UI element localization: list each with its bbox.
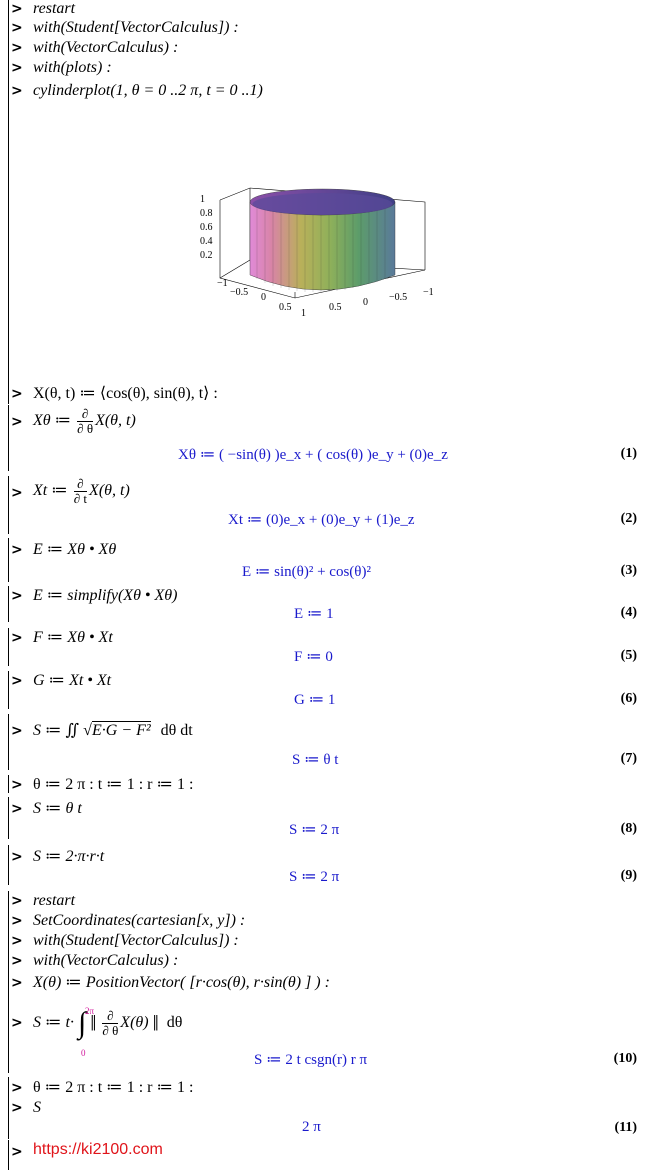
lhs: S ≔ ∬ [33, 722, 80, 739]
equation-label: (10) [613, 1051, 637, 1066]
z-tick-label: 0.2 [200, 250, 213, 261]
input-line[interactable]: S ≔ 2·π·r·t [33, 848, 105, 865]
prompt: > [11, 893, 23, 909]
input-line[interactable] [33, 998, 183, 1058]
input-line[interactable]: θ ≔ 2 π : t ≔ 1 : r ≔ 1 : [33, 1079, 194, 1096]
y-tick-label: 0.5 [329, 302, 342, 313]
prompt: > [11, 933, 23, 949]
group-bracket [8, 714, 9, 770]
prompt: > [11, 1015, 23, 1031]
input-line[interactable]: X(θ, t) ≔ ⟨cos(θ), sin(θ), t⟩ : [33, 385, 218, 402]
output-expression: S ≔ 2 t csgn(r) r π [254, 1052, 368, 1068]
integral-sign: ∫ [77, 1006, 87, 1040]
prompt: > [11, 83, 23, 99]
input-line[interactable]: with(VectorCalculus) : [33, 39, 179, 56]
prompt: > [11, 1, 23, 17]
prompt: > [11, 630, 23, 646]
input-line[interactable]: restart [33, 0, 76, 17]
z-tick-label: 1 [200, 194, 205, 205]
equation-label: (4) [620, 605, 637, 620]
input-line[interactable]: X(θ) ≔ PositionVector( [r·cos(θ), r·sin(θ) ] ) : [33, 974, 330, 991]
group-bracket [8, 586, 9, 622]
equation-label: (1) [620, 446, 637, 461]
group-bracket [8, 538, 9, 582]
group-bracket [8, 891, 9, 1073]
output-expression: S ≔ 2 π [289, 869, 340, 885]
prompt: > [11, 60, 23, 76]
prompt: > [11, 40, 23, 56]
rhs: X(θ, t) [95, 412, 136, 429]
x-tick-label: 1 [301, 308, 306, 319]
group-bracket [8, 628, 9, 666]
sqrt-sign: √ [83, 722, 92, 739]
lhs: Xθ ≔ [33, 412, 72, 429]
prompt: > [11, 975, 23, 991]
prompt: > [11, 723, 23, 739]
input-line[interactable] [33, 718, 193, 744]
output-expression: E ≔ 1 [294, 606, 334, 622]
prompt: > [11, 414, 23, 430]
equation-label: (11) [614, 1120, 637, 1135]
norm-bars: ‖ [152, 1010, 159, 1036]
prompt: > [11, 20, 23, 36]
input-line[interactable]: with(VectorCalculus) : [33, 952, 179, 969]
z-tick-label: 0.6 [200, 222, 213, 233]
cylinder-inner [253, 193, 393, 215]
integral-upper-limit: 2π [85, 1006, 95, 1016]
prompt: > [11, 386, 23, 402]
x-tick-label: 0.5 [279, 302, 292, 313]
input-line[interactable]: S [33, 1099, 41, 1116]
group-bracket [8, 775, 9, 793]
input-line[interactable]: E ≔ Xθ • Xθ [33, 541, 117, 558]
y-tick-label: 0 [363, 297, 368, 308]
x-tick-label: 0 [261, 292, 266, 303]
input-line[interactable]: with(Student[VectorCalculus]) : [33, 19, 239, 36]
prompt: > [11, 953, 23, 969]
group-bracket [8, 1077, 9, 1139]
partial-derivative: $\frac{\partial}{\partial \theta}$ [102, 1007, 119, 1038]
prompt: > [11, 588, 23, 604]
equation-label: (2) [620, 511, 637, 526]
group-bracket [8, 671, 9, 709]
input-line[interactable]: F ≔ Xθ • Xt [33, 629, 113, 646]
input-line[interactable]: with(plots) : [33, 59, 112, 76]
equation-label: (8) [620, 821, 637, 836]
equation-label: (5) [620, 648, 637, 663]
prompt: > [11, 801, 23, 817]
input-line[interactable]: θ ≔ 2 π : t ≔ 1 : r ≔ 1 : [33, 776, 194, 793]
input-line[interactable]: E ≔ simplify(Xθ • Xθ) [33, 587, 178, 604]
rhs: X(θ, t) [89, 482, 130, 499]
differential: dθ [166, 1014, 183, 1031]
lhs: Xt ≔ [33, 482, 68, 499]
output-expression: S ≔ θ t [292, 752, 339, 768]
x-tick-label: −0.5 [230, 287, 249, 298]
group-bracket [8, 797, 9, 839]
output-expression: Xθ ≔ ( −sin(θ) )e_x + ( cos(θ) )e_y + (0)e_z [178, 447, 448, 463]
group-bracket [8, 1140, 9, 1170]
input-line[interactable]: restart [33, 892, 76, 909]
equation-label: (9) [620, 868, 637, 883]
integral-lower-limit: 0 [81, 1048, 86, 1058]
group-bracket [8, 405, 9, 471]
group-bracket [8, 0, 9, 392]
prompt: > [11, 673, 23, 689]
radicand: E·G − F² [91, 722, 151, 739]
input-line[interactable]: SetCoordinates(cartesian[x, y]) : [33, 912, 246, 929]
integrand: X(θ) [120, 1014, 149, 1031]
input-line[interactable]: cylinderplot(1, θ = 0 ..2 π, t = 0 ..1) [33, 82, 263, 99]
y-tick-label: −0.5 [389, 292, 408, 303]
output-expression: F ≔ 0 [294, 649, 333, 665]
output-expression: Xt ≔ (0)e_x + (0)e_y + (1)e_z [228, 512, 415, 528]
prompt: > [11, 1080, 23, 1096]
prompt: > [11, 542, 23, 558]
differentials: dθ dt [160, 722, 193, 739]
prompt: > [11, 1100, 23, 1116]
equation-label: (6) [620, 691, 637, 706]
output-expression: 2 π [302, 1119, 321, 1135]
prompt: > [11, 849, 23, 865]
input-line[interactable]: with(Student[VectorCalculus]) : [33, 932, 239, 949]
input-line[interactable] [33, 404, 136, 438]
output-expression: G ≔ 1 [294, 692, 336, 708]
input-line[interactable]: G ≔ Xt • Xt [33, 672, 112, 689]
input-line[interactable]: S ≔ θ t [33, 800, 82, 817]
output-expression: E ≔ sin(θ)² + cos(θ)² [242, 564, 371, 580]
partial-derivative: $\frac{\partial}{\partial t}$ [73, 475, 88, 506]
group-bracket [8, 845, 9, 885]
equation-label: (3) [620, 563, 637, 578]
output-expression: S ≔ 2 π [289, 822, 340, 838]
z-tick-label: 0.4 [200, 236, 213, 247]
group-bracket [8, 476, 9, 534]
x-tick-label: −1 [217, 278, 228, 289]
watermark-link[interactable]: https://ki2100.com [33, 1141, 163, 1158]
y-tick-label: −1 [423, 287, 434, 298]
equation-label: (7) [620, 751, 637, 766]
cylinder-plot[interactable] [195, 180, 445, 330]
prompt: > [11, 485, 23, 501]
lhs: S ≔ t· [33, 1014, 74, 1031]
prompt: > [11, 1144, 23, 1160]
prompt: > [11, 913, 23, 929]
prompt: > [11, 777, 23, 793]
input-line[interactable] [33, 474, 130, 508]
z-tick-label: 0.8 [200, 208, 213, 219]
partial-derivative: $\frac{\partial}{\partial \theta}$ [77, 405, 94, 436]
group-bracket [8, 378, 9, 404]
norm-bars: ‖ [90, 1010, 97, 1036]
